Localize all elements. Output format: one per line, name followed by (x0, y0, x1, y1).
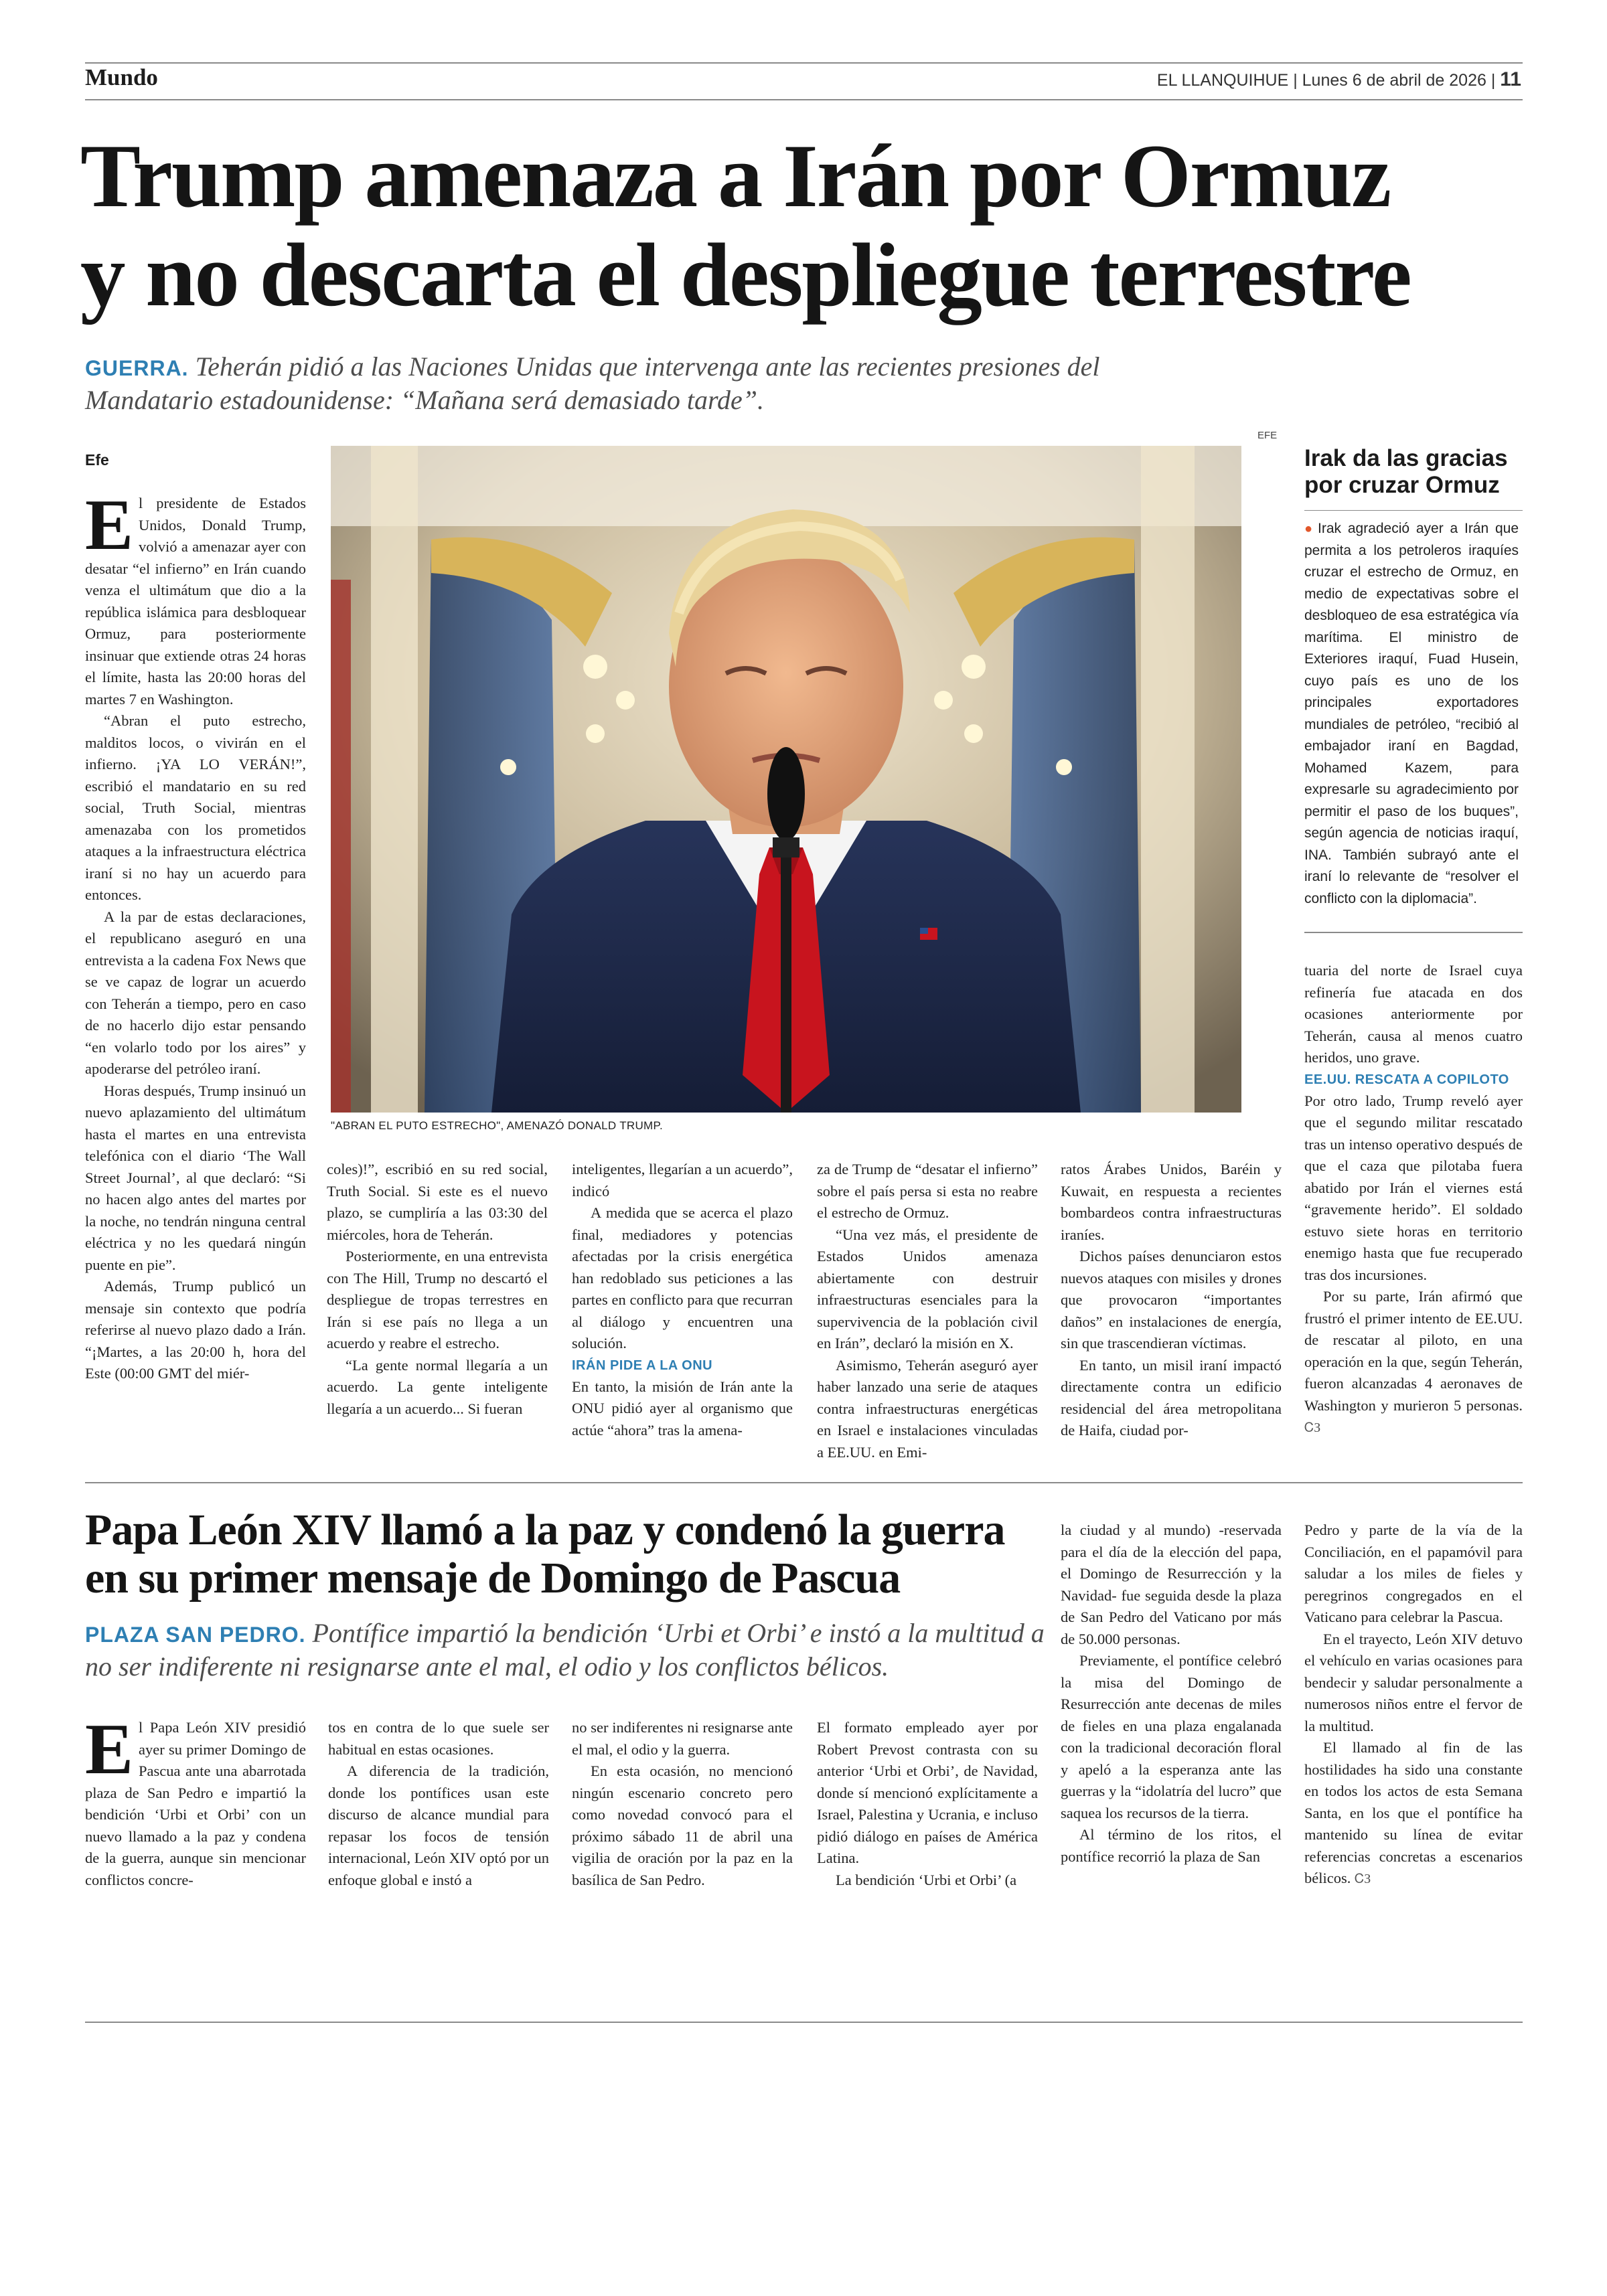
article2-headline-line2: en su primer mensaje de Domingo de Pascua (85, 1554, 901, 1603)
article1-col3-p1: inteligentes, llegarían a un acuerdo”, indicó (572, 1161, 793, 1200)
article1-col4-p3: Asimismo, Teherán aseguró ayer haber lanzado una serie de ataques contra infraestructuras energéticas en Israel e instalaciones vinculadas a EE.UU. en Emi- (817, 1356, 1038, 1461)
photo-credit: EFE (1257, 430, 1278, 441)
article2-col1 (85, 1710, 306, 1891)
article2-headline-line1: Papa León XIV llamó a la paz y condenó la guerra (85, 1505, 1005, 1554)
article2-col5 (1061, 1520, 1282, 1868)
article1-col2-p1: coles)!”, escribió en su red social, Truth Social. Si este es el nuevo plazo, se cumpliría a las 03:30 del miércoles, hora de Teherán. (327, 1161, 548, 1243)
issue-date: Lunes 6 de abril de 2026 (1302, 71, 1486, 90)
article2-col4 (817, 1717, 1038, 1891)
article2-col3-p1: no ser indiferentes ni resignarse ante el mal, el odio y la guerra. (572, 1719, 793, 1758)
article1-col3-subhead: IRÁN PIDE A LA ONU (572, 1358, 713, 1373)
article1-col1-p5: Además, Trump publicó un mensaje sin contexto que podría referirse al nuevo plazo dado a Irán. “¡Martes, a las 20:00 h, hora del Este (00:00 GMT del miér- (85, 1278, 306, 1382)
article2-col4-p2: La bendición ‘Urbi et Orbi’ (a (836, 1871, 1017, 1888)
article1-col1-p4: Horas después, Trump insinuó un nuevo aplazamiento del ultimátum hasta el martes en una entrevista telefónica con el diario ‘The Wall Street Journal’, al que declaró: “Si no hacen algo antes del martes por la noche, no tendrán ninguna central eléctrica y no les quedará ningún puente en pie”. (85, 1082, 306, 1273)
sidebar-body: Irak agradeció ayer a Irán que permita a los petroleros iraquíes cruzar el estrecho de Ormuz, en medio de expectativas sobre el desbloqueo de esa estratégica vía marítima. El ministro de Exteriores iraquí, Fuad Husein, cuyo país es uno de los principales exportadores mundiales de petróleo, “recibió al embajador iraní en Bagdad, Mohamed Kazem, para expresarle su agradecimiento por permitir el paso de los buques”, según agencia de noticias iraquí, INA. También subrayó ante el iraní lo relevante de “resolver el conflicto con la diplomacia”. (1304, 521, 1519, 906)
article1-headline-line1: Trump amenaza a Irán por Ormuz (80, 127, 1391, 226)
article1-col5-p2: Dichos países denunciaron estos nuevos ataques con misiles y drones que provocaron “importantes daños” en instalaciones de energía, sin que trascendieran víctimas. (1061, 1248, 1282, 1351)
article1-col2-p3: “La gente normal llegaría a un acuerdo. La gente inteligente llegaría a un acuerdo... Si fueran (327, 1356, 548, 1417)
article2-col4-p1: El formato empleado ayer por Robert Prevost contrasta con su anterior ‘Urbi et Orbi’, de Navidad, donde sí mencionó explícitamente a Israel, Palestina y Ucrania, e incluso pidió diálogo en países de América Latina. (817, 1719, 1038, 1866)
article1-headline-line2: y no descarta el despliegue terrestre (80, 226, 1411, 325)
article1-col6 (1304, 960, 1523, 1439)
article2-col6-p3: El llamado al fin de las hostilidades ha sido una constante en todos los actos de esta Semana Santa, en los que el pontífice ha mantenido su línea de evitar referencias concretas a escenarios bélicos. (1304, 1739, 1523, 1886)
article-divider (85, 1482, 1523, 1483)
article2-col1-p1: l Papa León XIV presidió ayer su primer Domingo de Pascua ante una abarrotada plaza de San Pedro e impartió la bendición ‘Urbi et Orbi’ con un nuevo llamado a la paz y condena de la guerra, aunque sin mencionar conflictos concre- (85, 1719, 306, 1888)
article1-col1-p1: l presidente de Estados Unidos, Donald Trump, volvió a amenazar ayer con desatar “el infierno” en Irán cuando venza el ultimátum que dio a la república islámica para desbloquear Ormuz, para posteriormente insinuar que extiende otras 24 horas el límite, hasta las 20:00 horas del martes 7 en Washington. (85, 495, 306, 708)
article2-col2-p1: tos en contra de lo que suele ser habitual en estas ocasiones. (328, 1719, 549, 1758)
sidebar-title: Irak da las gracias por cruzar Ormuz (1304, 445, 1508, 498)
article2-col5-p3: Al término de los ritos, el pontífice recorrió la plaza de San (1061, 1826, 1282, 1865)
article1-col5-p3: En tanto, un misil iraní impactó directamente contra un edificio residencial del área metropolitana de Haifa, ciudad por- (1061, 1356, 1282, 1439)
article1-col1-p2: “Abran el puto estrecho, malditos locos, o vivirán en el infierno. ¡YA LO VERÁN!”, escribió el mandatario en su red social, Truth Social, mientras amenazaba con los prometidos ataques a la infraestructura eléctrica iraní si no hay un acuerdo para entonces. (85, 712, 306, 903)
article2-col3 (572, 1717, 793, 1891)
folio: EL LLANQUIHUE | Lunes 6 de abril de 2026 | 11 (1156, 68, 1521, 90)
sidebar-text (1304, 518, 1519, 910)
article1-deck-text: Teherán pidió a las Naciones Unidas que intervenga ante las recientes presiones del Mandatario estadounidense: “Mañana será demasiado tarde”. (85, 351, 1100, 415)
article1-dropcap: E (85, 485, 134, 565)
article2-deck-text: Pontífice impartió la bendición ‘Urbi et Orbi’ e instó a la multitud a no ser indiferente ni resignarse ante el mal, el odio y los conflictos bélicos. (85, 1618, 1045, 1682)
photo-caption: "ABRAN EL PUTO ESTRECHO", AMENAZÓ DONALD TRUMP. (331, 1119, 663, 1132)
newspaper-name: EL LLANQUIHUE (1156, 71, 1289, 90)
bottom-rule (85, 2022, 1523, 2023)
article1-col6-subhead: EE.UU. RESCATA A COPILOTO (1304, 1072, 1509, 1087)
end-mark-icon: ᏟЗ (1354, 1872, 1371, 1886)
article1-col1 (85, 485, 306, 1385)
article2-col2 (328, 1717, 549, 1891)
article1-col1-p3: A la par de estas declaraciones, el republicano aseguró en una entrevista a la cadena Fox News que se ve capaz de lograr un acuerdo con Teherán a tiempo, pero en caso de no hacerlo dijo estar pensando “en volarlo todo por los aires” y apoderarse del petróleo iraní. (85, 908, 306, 1077)
top-rule (85, 62, 1523, 64)
article1-col2 (327, 1159, 548, 1420)
article2-col2-p2: A diferencia de la tradición, donde los pontífices usan este discurso de alcance mundial para repasar los focos de tensión internacional, León XIV optó por un enfoque global e instó a (328, 1762, 549, 1888)
page-number: 11 (1500, 68, 1521, 90)
section-label: Mundo (85, 64, 158, 90)
article2-col5-p1: la ciudad y al mundo) -reservada para el día de la elección del papa, el Domingo de Resurrección y la Navidad- fue seguida desde la plaza de San Pedro del Vaticano por más de 50.000 personas. (1061, 1522, 1282, 1647)
article1-col6-p1: tuaria del norte de Israel cuya refinería fue atacada en dos ocasiones anteriormente por Teherán, causa al menos cuatro heridos, uno grave. (1304, 962, 1523, 1066)
article1-headline (80, 127, 1411, 325)
article1-col5 (1061, 1159, 1282, 1442)
article1-col6-p2: Por otro lado, Trump reveló ayer que el segundo militar rescatado tras un intenso operativo después de que el caza que pilotaba fuera abatido por Irán el viernes está “gravemente herido”. El soldado estuvo siete horas en territorio enemigo hasta que fue recuperado tras dos incursiones. (1304, 1092, 1523, 1283)
article2-col6-p1: Pedro y parte de la vía de la Conciliación, en el papamóvil para saludar a los miles de fieles y peregrinos congregados en el Vaticano para celebrar la Pascua. (1304, 1522, 1523, 1625)
article1-col5-p1: ratos Árabes Unidos, Baréin y Kuwait, en respuesta a recientes bombardeos contra infraestructuras iraníes. (1061, 1161, 1282, 1243)
article2-deck (85, 1617, 1056, 1683)
article1-col4 (817, 1159, 1038, 1463)
article2-kicker: PLAZA SAN PEDRO. (85, 1623, 306, 1647)
sidebar-title-rule (1304, 510, 1523, 511)
article1-col4-p2: “Una vez más, el presidente de Estados Unidos amenaza abiertamente con destruir infraestructuras esenciales para la supervivencia de la población civil en Irán”, declaró la misión en X. (817, 1226, 1038, 1351)
byline: Efe (85, 451, 109, 469)
article1-kicker: GUERRA. (85, 356, 189, 380)
trump-photo-illustration (331, 446, 1241, 1113)
article1-col3 (572, 1159, 793, 1441)
article1-col3-p3: En tanto, la misión de Irán ante la ONU pidió ayer al organismo que actúe “ahora” tras la amena- (572, 1378, 793, 1439)
article1-col6-p3: Por su parte, Irán afirmó que frustró el primer intento de EE.UU. de rescatar al piloto, en una operación en la que, según Teherán, fueron alcanzadas 4 aeronaves de Washington y murieron 5 personas. (1304, 1288, 1523, 1414)
article2-col5-p2: Previamente, el pontífice celebró la misa del Domingo de Resurrección ante decenas de miles de fieles en una plaza engalanada con la tradicional decoración floral y apeló a la esperanza ante las guerras y la “idolatría del lucro” que saquea los recursos de la tierra. (1061, 1652, 1282, 1821)
bullet-icon: ● (1304, 521, 1316, 536)
article1-col4-p1: za de Trump de “desatar el infierno” sobre el país persa si esta no reabre el estrecho de Ormuz. (817, 1161, 1038, 1221)
article2-col3-p2: En esta ocasión, no mencionó ningún escenario concreto pero como novedad convocó para el próximo sábado 11 de abril una vigilia de oración por la paz en la basílica de San Pedro. (572, 1762, 793, 1888)
header-underline (85, 99, 1523, 100)
article1-deck (85, 351, 1130, 416)
end-mark-icon: ᏟЗ (1304, 1420, 1321, 1435)
article1-col2-p2: Posteriormente, en una entrevista con The Hill, Trump no descartó el despliegue de tropas terrestres en Irán si ese país no llega a un acuerdo y reabre el estrecho. (327, 1248, 548, 1351)
article2-col6 (1304, 1520, 1523, 1890)
article1-col3-p2: A medida que se acerca el plazo final, mediadores y potencias afectadas por la crisis energética han redoblado sus peticiones a las partes en conflicto para que recurran al diálogo y encuentren una solución. (572, 1204, 793, 1351)
trump-photo (331, 446, 1241, 1113)
sidebar-bottom-rule (1304, 932, 1523, 933)
article2-col6-p2: En el trayecto, León XIV detuvo el vehículo en varias ocasiones para bendecir y saludar personalmente a numerosos niños entre el fervor de la multitud. (1304, 1630, 1523, 1734)
article2-headline (85, 1506, 1004, 1603)
article2-dropcap: E (85, 1710, 134, 1789)
